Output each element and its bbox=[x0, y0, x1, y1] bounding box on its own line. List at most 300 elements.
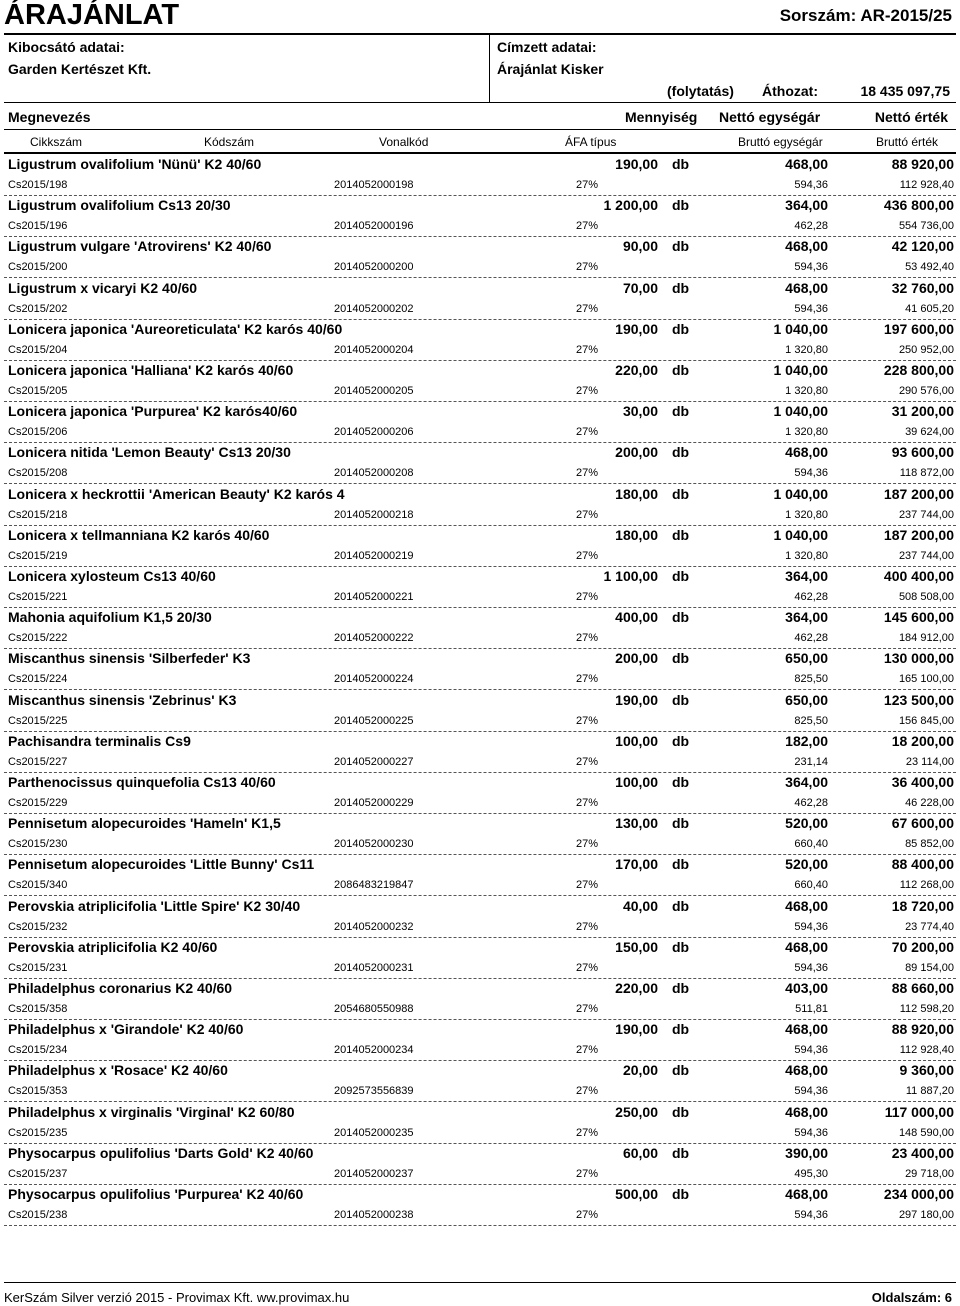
item-gross-value: 89 154,00 bbox=[905, 961, 954, 974]
item-net-unit-price: 468,00 bbox=[785, 1186, 828, 1202]
item-gross-value: 297 180,00 bbox=[898, 1209, 954, 1221]
item-unit: db bbox=[672, 238, 690, 255]
item-name: Lonicera japonica 'Aureoreticulata' K2 karós 40/60 bbox=[8, 320, 343, 337]
item-barcode: 2014052000229 bbox=[334, 797, 414, 809]
item-name: Ligustrum x vicaryi K2 40/60 bbox=[8, 279, 198, 296]
item-code: Cs2015/208 bbox=[8, 467, 68, 480]
item-vat: 27% bbox=[576, 343, 599, 356]
col-net-unit-header: Nettó egységár bbox=[719, 109, 821, 125]
item-vat: 27% bbox=[576, 179, 599, 191]
item-quantity: 20,00 bbox=[622, 1062, 658, 1079]
item-vat: 27% bbox=[576, 549, 599, 562]
sender-label: Kibocsátó adatai: bbox=[8, 39, 125, 55]
item-quantity: 1 200,00 bbox=[603, 197, 658, 214]
item-name: Ligustrum vulgare 'Atrovirens' K2 40/60 bbox=[8, 238, 272, 255]
item-name: Lonicera nitida 'Lemon Beauty' Cs13 20/30 bbox=[8, 444, 291, 461]
item-row bbox=[0, 237, 960, 258]
item-quantity: 100,00 bbox=[615, 732, 658, 749]
item-row bbox=[0, 649, 960, 670]
item-vat: 27% bbox=[576, 508, 599, 521]
item-row bbox=[0, 814, 960, 835]
item-code: Cs2015/230 bbox=[8, 838, 68, 851]
item-gross-value: 508 508,00 bbox=[898, 591, 954, 603]
item-vat: 27% bbox=[576, 1167, 599, 1180]
item-vat: 27% bbox=[576, 385, 599, 397]
item-vat: 27% bbox=[576, 797, 599, 809]
item-name: Philadelphus x virginalis 'Virginal' K2 60/80 bbox=[8, 1103, 295, 1120]
item-net-value: 36 400,00 bbox=[891, 774, 954, 790]
item-code: Cs2015/206 bbox=[8, 426, 68, 439]
item-gross-value: 237 744,00 bbox=[898, 508, 954, 521]
item-code: Cs2015/202 bbox=[8, 302, 68, 315]
item-gross-value: 39 624,00 bbox=[905, 426, 954, 439]
item-vat: 27% bbox=[576, 673, 599, 686]
item-gross-unit-price: 462,28 bbox=[794, 591, 828, 603]
item-detail-row bbox=[0, 629, 960, 649]
item-gross-unit-price: 462,28 bbox=[794, 220, 828, 233]
header-rule bbox=[4, 152, 956, 154]
item-detail-row bbox=[0, 1082, 960, 1102]
item-row bbox=[0, 567, 960, 588]
item-row bbox=[0, 402, 960, 423]
item-net-value: 145 600,00 bbox=[883, 609, 954, 626]
item-gross-value: 46 228,00 bbox=[905, 797, 954, 809]
col-gross-unit-header: Bruttó egységár bbox=[738, 135, 823, 149]
item-detail-row bbox=[0, 753, 960, 773]
item-quantity: 220,00 bbox=[615, 362, 658, 378]
item-quantity: 60,00 bbox=[622, 1144, 658, 1161]
item-gross-unit-price: 1 320,80 bbox=[785, 549, 828, 562]
item-row bbox=[0, 608, 960, 629]
item-net-value: 67 600,00 bbox=[891, 815, 954, 832]
item-code: Cs2015/225 bbox=[8, 714, 68, 727]
item-gross-value: 112 268,00 bbox=[899, 879, 954, 892]
item-barcode: 2014052000237 bbox=[334, 1167, 414, 1180]
item-gross-unit-price: 1 320,80 bbox=[785, 343, 828, 356]
item-gross-value: 112 928,40 bbox=[899, 179, 954, 191]
item-barcode: 2014052000196 bbox=[334, 220, 414, 233]
header-rule bbox=[4, 129, 956, 130]
item-row bbox=[0, 938, 960, 959]
item-quantity: 70,00 bbox=[622, 279, 658, 296]
item-code: Cs2015/237 bbox=[8, 1167, 68, 1180]
item-barcode: 2014052000222 bbox=[334, 632, 414, 645]
item-net-unit-price: 364,00 bbox=[785, 774, 828, 790]
item-gross-value: 148 590,00 bbox=[898, 1126, 954, 1139]
item-net-value: 23 400,00 bbox=[891, 1144, 954, 1161]
item-gross-unit-price: 594,36 bbox=[794, 467, 828, 480]
item-gross-value: 23 774,40 bbox=[905, 920, 954, 933]
item-gross-unit-price: 594,36 bbox=[794, 1044, 828, 1057]
item-code: Cs2015/224 bbox=[8, 673, 68, 686]
item-name: Perovskia atriplicifolia 'Little Spire' K2 30/40 bbox=[8, 897, 301, 914]
item-quantity: 180,00 bbox=[615, 526, 658, 543]
item-gross-unit-price: 594,36 bbox=[794, 1126, 828, 1139]
item-unit: db bbox=[672, 609, 690, 626]
item-net-unit-price: 1 040,00 bbox=[773, 485, 828, 502]
item-net-unit-price: 468,00 bbox=[785, 1103, 828, 1120]
item-gross-unit-price: 495,30 bbox=[794, 1167, 828, 1180]
item-gross-unit-price: 660,40 bbox=[794, 879, 828, 892]
item-vat: 27% bbox=[576, 632, 599, 645]
item-unit: db bbox=[672, 691, 690, 708]
item-name: Lonicera x heckrottii 'American Beauty' K2 karós 4 bbox=[8, 485, 345, 502]
sender-name: Garden Kertészet Kft. bbox=[8, 61, 152, 77]
item-barcode: 2014052000206 bbox=[334, 426, 414, 439]
item-row bbox=[0, 1185, 960, 1206]
col-gross-value-header: Bruttó érték bbox=[876, 135, 939, 149]
item-row bbox=[0, 196, 960, 217]
item-net-unit-price: 390,00 bbox=[785, 1144, 828, 1161]
item-barcode: 2014052000234 bbox=[334, 1044, 414, 1057]
item-vat: 27% bbox=[576, 261, 599, 274]
item-quantity: 100,00 bbox=[615, 774, 658, 790]
item-gross-value: 165 100,00 bbox=[898, 673, 954, 686]
item-quantity: 190,00 bbox=[615, 691, 658, 708]
item-code: Cs2015/205 bbox=[8, 385, 68, 397]
item-net-value: 42 120,00 bbox=[891, 238, 954, 255]
item-gross-unit-price: 1 320,80 bbox=[785, 385, 828, 397]
item-barcode: 2092573556839 bbox=[334, 1085, 414, 1098]
item-quantity: 250,00 bbox=[615, 1103, 658, 1120]
item-gross-value: 112 928,40 bbox=[899, 1044, 954, 1057]
item-gross-value: 118 872,00 bbox=[899, 467, 954, 480]
serial-number: Sorszám: AR-2015/25 bbox=[779, 6, 952, 25]
item-net-unit-price: 182,00 bbox=[785, 732, 828, 749]
item-unit: db bbox=[672, 444, 690, 461]
recipient-label: Címzett adatai: bbox=[497, 39, 597, 55]
item-net-value: 88 660,00 bbox=[891, 980, 954, 996]
footer-software: KerSzám Silver verzió 2015 - Provimax Kft. ww.provimax.hu bbox=[4, 1290, 350, 1305]
item-gross-unit-price: 594,36 bbox=[794, 302, 828, 315]
item-quantity: 190,00 bbox=[615, 1021, 658, 1038]
item-net-unit-price: 468,00 bbox=[785, 897, 828, 914]
row-separator bbox=[4, 1225, 956, 1226]
item-barcode: 2014052000232 bbox=[334, 920, 414, 933]
item-detail-row bbox=[0, 959, 960, 979]
item-detail-row bbox=[0, 876, 960, 896]
item-detail-row bbox=[0, 547, 960, 567]
item-detail-row bbox=[0, 217, 960, 237]
item-gross-value: 290 576,00 bbox=[898, 385, 954, 397]
item-gross-unit-price: 511,81 bbox=[795, 1003, 828, 1015]
item-row bbox=[0, 1144, 960, 1165]
item-barcode: 2014052000235 bbox=[334, 1126, 414, 1139]
item-name: Perovskia atriplicifolia K2 40/60 bbox=[8, 938, 218, 955]
item-code: Cs2015/235 bbox=[8, 1126, 68, 1139]
item-barcode: 2014052000198 bbox=[334, 179, 414, 191]
item-net-value: 123 500,00 bbox=[883, 691, 954, 708]
item-name: Physocarpus opulifolius 'Darts Gold' K2 40/60 bbox=[8, 1144, 314, 1161]
item-row bbox=[0, 526, 960, 547]
item-gross-value: 11 887,20 bbox=[905, 1085, 954, 1098]
item-net-value: 18 200,00 bbox=[891, 732, 954, 749]
item-quantity: 190,00 bbox=[615, 320, 658, 337]
item-barcode: 2014052000208 bbox=[334, 467, 414, 480]
item-vat: 27% bbox=[576, 426, 599, 439]
item-gross-unit-price: 462,28 bbox=[794, 797, 828, 809]
item-code: Cs2015/232 bbox=[8, 920, 68, 933]
item-name: Pennisetum alopecuroides 'Hameln' K1,5 bbox=[8, 815, 281, 832]
col-code-header: Cikkszám bbox=[30, 135, 83, 149]
item-vat: 27% bbox=[576, 302, 599, 315]
item-code: Cs2015/219 bbox=[8, 549, 68, 562]
item-gross-value: 41 605,20 bbox=[905, 302, 954, 315]
item-unit: db bbox=[672, 650, 690, 667]
item-gross-unit-price: 825,50 bbox=[794, 714, 828, 727]
item-gross-unit-price: 594,36 bbox=[794, 920, 828, 933]
item-barcode: 2014052000224 bbox=[334, 673, 414, 686]
item-unit: db bbox=[672, 156, 690, 172]
item-row bbox=[0, 155, 960, 176]
item-code: Cs2015/198 bbox=[8, 179, 68, 191]
item-barcode: 2086483219847 bbox=[334, 879, 414, 892]
item-unit: db bbox=[672, 526, 690, 543]
item-gross-unit-price: 462,28 bbox=[794, 632, 828, 645]
item-detail-row bbox=[0, 506, 960, 526]
item-net-value: 88 400,00 bbox=[891, 856, 954, 873]
item-name: Ligustrum ovalifolium 'Nünü' K2 40/60 bbox=[8, 156, 262, 172]
recipient-name: Árajánlat Kisker bbox=[497, 61, 604, 77]
item-code: Cs2015/200 bbox=[8, 261, 68, 274]
item-detail-row bbox=[0, 300, 960, 320]
item-code: Cs2015/196 bbox=[8, 220, 68, 233]
item-barcode: 2014052000231 bbox=[334, 961, 414, 974]
item-gross-unit-price: 1 320,80 bbox=[785, 508, 828, 521]
item-detail-row bbox=[0, 1124, 960, 1144]
item-net-unit-price: 1 040,00 bbox=[773, 320, 828, 337]
item-row bbox=[0, 691, 960, 712]
item-barcode: 2014052000221 bbox=[334, 591, 414, 603]
item-barcode: 2014052000238 bbox=[334, 1209, 414, 1221]
item-code: Cs2015/231 bbox=[8, 961, 68, 974]
item-name: Physocarpus opulifolius 'Purpurea' K2 40/60 bbox=[8, 1186, 304, 1202]
item-detail-row bbox=[0, 382, 960, 402]
item-name: Parthenocissus quinquefolia Cs13 40/60 bbox=[8, 774, 276, 790]
item-unit: db bbox=[672, 856, 690, 873]
item-code: Cs2015/340 bbox=[8, 879, 68, 892]
item-detail-row bbox=[0, 176, 960, 196]
item-quantity: 170,00 bbox=[615, 856, 658, 873]
item-row bbox=[0, 1103, 960, 1124]
item-vat: 27% bbox=[576, 220, 599, 233]
item-unit: db bbox=[672, 320, 690, 337]
item-barcode: 2014052000202 bbox=[334, 302, 414, 315]
item-net-unit-price: 520,00 bbox=[785, 856, 828, 873]
item-vat: 27% bbox=[576, 920, 599, 933]
item-net-unit-price: 468,00 bbox=[785, 444, 828, 461]
item-vat: 27% bbox=[576, 755, 599, 768]
item-name: Pennisetum alopecuroides 'Little Bunny' Cs11 bbox=[8, 856, 315, 873]
item-quantity: 190,00 bbox=[615, 156, 658, 172]
item-row bbox=[0, 279, 960, 300]
item-detail-row bbox=[0, 258, 960, 278]
item-barcode: 2014052000205 bbox=[334, 385, 414, 397]
item-vat: 27% bbox=[576, 591, 599, 603]
item-code: Cs2015/204 bbox=[8, 343, 68, 356]
item-detail-row bbox=[0, 1041, 960, 1061]
item-row bbox=[0, 732, 960, 753]
item-net-unit-price: 403,00 bbox=[785, 980, 828, 996]
item-net-unit-price: 468,00 bbox=[785, 156, 828, 172]
item-net-value: 117 000,00 bbox=[884, 1103, 954, 1120]
item-unit: db bbox=[672, 485, 690, 502]
item-code: Cs2015/227 bbox=[8, 755, 68, 768]
item-barcode: 2054680550988 bbox=[334, 1003, 414, 1015]
item-quantity: 500,00 bbox=[615, 1186, 658, 1202]
item-net-value: 228 800,00 bbox=[883, 362, 954, 378]
item-quantity: 180,00 bbox=[615, 485, 658, 502]
item-net-unit-price: 364,00 bbox=[785, 568, 828, 584]
item-gross-unit-price: 594,36 bbox=[794, 961, 828, 974]
item-detail-row bbox=[0, 794, 960, 814]
col-sku-header: Kódszám bbox=[204, 135, 255, 149]
item-name: Miscanthus sinensis 'Silberfeder' K3 bbox=[8, 650, 251, 667]
item-net-unit-price: 1 040,00 bbox=[773, 403, 828, 420]
col-net-value-header: Nettó érték bbox=[874, 109, 948, 125]
item-vat: 27% bbox=[576, 1085, 599, 1098]
continuation-label: (folytatás) bbox=[667, 83, 734, 99]
item-net-value: 234 000,00 bbox=[883, 1186, 954, 1202]
item-barcode: 2014052000218 bbox=[334, 508, 414, 521]
item-row bbox=[0, 485, 960, 506]
item-name: Lonicera japonica 'Purpurea' K2 karós40/60 bbox=[8, 403, 298, 420]
carry-over-value: 18 435 097,75 bbox=[860, 83, 950, 99]
item-code: Cs2015/218 bbox=[8, 508, 68, 521]
item-gross-value: 23 114,00 bbox=[905, 755, 954, 768]
item-unit: db bbox=[672, 938, 690, 955]
item-gross-value: 554 736,00 bbox=[898, 220, 954, 233]
item-vat: 27% bbox=[576, 1209, 599, 1221]
item-name: Mahonia aquifolium K1,5 20/30 bbox=[8, 609, 212, 626]
item-detail-row bbox=[0, 1206, 960, 1226]
item-detail-row bbox=[0, 341, 960, 361]
item-gross-value: 112 598,20 bbox=[899, 1003, 954, 1015]
item-gross-unit-price: 231,14 bbox=[794, 755, 828, 768]
col-vat-header: ÁFA típus bbox=[565, 135, 617, 149]
item-vat: 27% bbox=[576, 1003, 599, 1015]
item-code: Cs2015/353 bbox=[8, 1085, 68, 1098]
item-name: Miscanthus sinensis 'Zebrinus' K3 bbox=[8, 691, 237, 708]
item-detail-row bbox=[0, 918, 960, 938]
item-code: Cs2015/221 bbox=[8, 591, 68, 603]
carry-over-label: Áthozat: bbox=[762, 83, 818, 99]
col-qty-header: Mennyiség bbox=[625, 109, 698, 125]
item-gross-unit-price: 1 320,80 bbox=[785, 426, 828, 439]
item-gross-unit-price: 660,40 bbox=[794, 838, 828, 851]
header-vertical-divider bbox=[489, 35, 490, 102]
item-vat: 27% bbox=[576, 1044, 599, 1057]
item-net-unit-price: 468,00 bbox=[785, 1021, 828, 1038]
item-name: Pachisandra terminalis Cs9 bbox=[8, 732, 191, 749]
item-net-unit-price: 520,00 bbox=[785, 815, 828, 832]
item-row bbox=[0, 1061, 960, 1082]
item-gross-unit-price: 594,36 bbox=[794, 261, 828, 274]
item-name: Ligustrum ovalifolium Cs13 20/30 bbox=[8, 197, 231, 214]
item-detail-row bbox=[0, 423, 960, 443]
item-vat: 27% bbox=[576, 714, 599, 727]
item-quantity: 90,00 bbox=[622, 238, 658, 255]
item-unit: db bbox=[672, 568, 690, 584]
item-unit: db bbox=[672, 403, 690, 420]
item-unit: db bbox=[672, 1062, 690, 1079]
item-net-value: 187 200,00 bbox=[883, 526, 954, 543]
item-detail-row bbox=[0, 588, 960, 608]
item-net-value: 88 920,00 bbox=[891, 156, 954, 172]
item-code: Cs2015/229 bbox=[8, 797, 68, 809]
item-net-value: 18 720,00 bbox=[891, 897, 954, 914]
item-vat: 27% bbox=[576, 961, 599, 974]
item-unit: db bbox=[672, 1186, 690, 1202]
item-detail-row bbox=[0, 1165, 960, 1185]
item-net-value: 436 800,00 bbox=[883, 197, 954, 214]
item-vat: 27% bbox=[576, 467, 599, 480]
item-name: Lonicera japonica 'Halliana' K2 karós 40/60 bbox=[8, 362, 294, 378]
item-net-value: 93 600,00 bbox=[891, 444, 954, 461]
item-unit: db bbox=[672, 1144, 690, 1161]
item-code: Cs2015/358 bbox=[8, 1003, 68, 1015]
item-vat: 27% bbox=[576, 838, 599, 851]
item-row bbox=[0, 1020, 960, 1041]
item-unit: db bbox=[672, 279, 690, 296]
item-quantity: 200,00 bbox=[615, 444, 658, 461]
item-name: Lonicera x tellmanniana K2 karós 40/60 bbox=[8, 526, 270, 543]
item-net-unit-price: 650,00 bbox=[785, 691, 828, 708]
item-gross-value: 29 718,00 bbox=[905, 1167, 954, 1180]
item-net-unit-price: 1 040,00 bbox=[773, 526, 828, 543]
header-rule bbox=[4, 102, 956, 103]
item-net-unit-price: 468,00 bbox=[785, 1062, 828, 1079]
item-row bbox=[0, 361, 960, 382]
item-gross-unit-price: 594,36 bbox=[794, 1085, 828, 1098]
item-gross-unit-price: 594,36 bbox=[794, 179, 828, 191]
item-net-value: 88 920,00 bbox=[891, 1021, 954, 1038]
item-unit: db bbox=[672, 732, 690, 749]
item-net-value: 70 200,00 bbox=[891, 938, 954, 955]
item-unit: db bbox=[672, 362, 690, 378]
item-quantity: 30,00 bbox=[622, 403, 658, 420]
item-gross-value: 53 492,40 bbox=[905, 261, 954, 274]
item-code: Cs2015/222 bbox=[8, 632, 68, 645]
item-row bbox=[0, 979, 960, 1000]
item-barcode: 2014052000225 bbox=[334, 714, 414, 727]
item-net-unit-price: 364,00 bbox=[785, 197, 828, 214]
item-quantity: 220,00 bbox=[615, 980, 658, 996]
item-unit: db bbox=[672, 197, 690, 214]
col-name-header: Megnevezés bbox=[8, 109, 91, 125]
item-row bbox=[0, 773, 960, 794]
item-row bbox=[0, 320, 960, 341]
footer-page-number: Oldalszám: 6 bbox=[871, 1290, 952, 1305]
item-gross-unit-price: 594,36 bbox=[794, 1209, 828, 1221]
item-barcode: 2014052000204 bbox=[334, 343, 414, 356]
item-quantity: 40,00 bbox=[622, 897, 658, 914]
item-name: Lonicera xylosteum Cs13 40/60 bbox=[8, 568, 216, 584]
item-barcode: 2014052000230 bbox=[334, 838, 414, 851]
item-row bbox=[0, 855, 960, 876]
item-quantity: 400,00 bbox=[615, 609, 658, 626]
item-name: Philadelphus x 'Rosace' K2 40/60 bbox=[8, 1062, 228, 1079]
item-net-value: 9 360,00 bbox=[899, 1062, 954, 1079]
item-row bbox=[0, 897, 960, 918]
item-gross-value: 156 845,00 bbox=[898, 714, 954, 727]
item-unit: db bbox=[672, 774, 690, 790]
item-name: Philadelphus x 'Girandole' K2 40/60 bbox=[8, 1021, 244, 1038]
item-unit: db bbox=[672, 1103, 690, 1120]
item-quantity: 150,00 bbox=[615, 938, 658, 955]
item-quantity: 1 100,00 bbox=[603, 568, 658, 584]
item-net-unit-price: 1 040,00 bbox=[773, 362, 828, 378]
